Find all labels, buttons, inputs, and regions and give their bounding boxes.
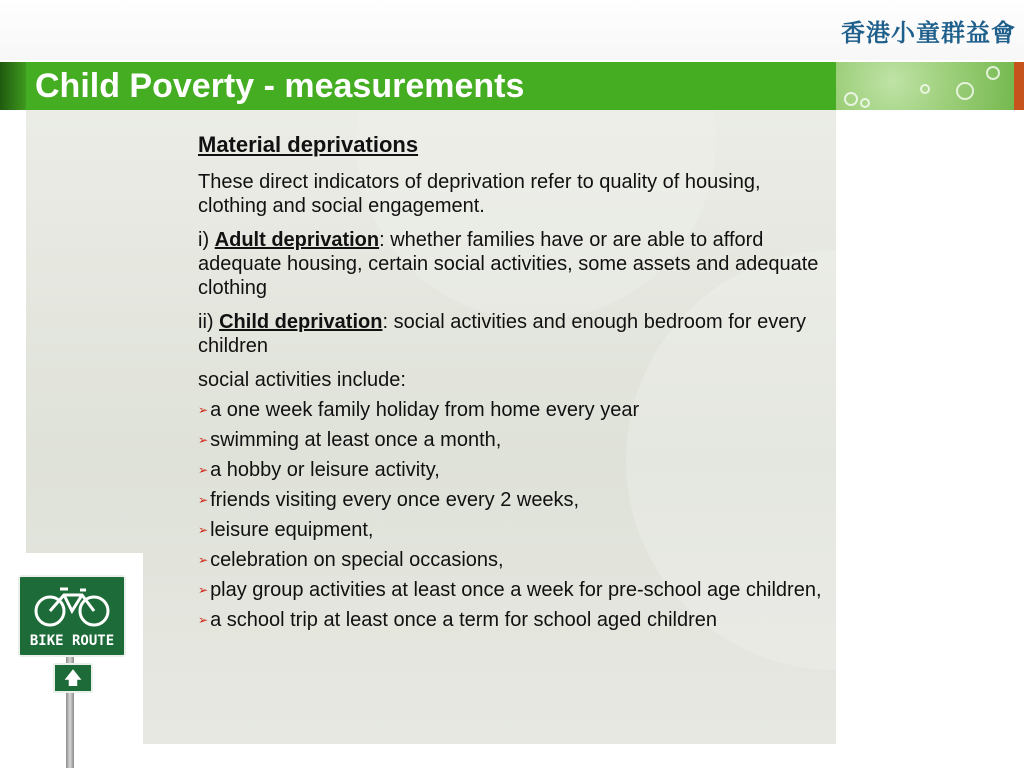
bike-route-sign bbox=[18, 575, 126, 657]
slide-body bbox=[198, 128, 834, 638]
adult-deprivation-text: : whether families have or are able to afford adequate housing, certain social activities, some assets and adequate clothing bbox=[198, 229, 819, 299]
bullet-arrow-icon: ➢ bbox=[198, 613, 209, 627]
list-item: ➢ a hobby or leisure activity, bbox=[198, 459, 440, 481]
child-deprivation-paragraph bbox=[198, 310, 834, 358]
activities-list bbox=[198, 398, 834, 632]
adult-deprivation-paragraph bbox=[198, 228, 834, 300]
adult-prefix: i) bbox=[198, 229, 215, 251]
bullet-arrow-icon: ➢ bbox=[198, 463, 209, 477]
list-item: ➢ a one week family holiday from home every year bbox=[198, 399, 640, 421]
bullet-arrow-icon: ➢ bbox=[198, 433, 209, 447]
list-item: ➢ leisure equipment, bbox=[198, 519, 374, 541]
adult-deprivation-term: Adult deprivation bbox=[214, 229, 380, 251]
organization-logo bbox=[841, 8, 1016, 52]
list-item: ➢ play group activities at least once a week for pre-school age children, bbox=[198, 579, 822, 601]
header-decoration bbox=[836, 62, 1024, 110]
bullet-arrow-icon: ➢ bbox=[198, 523, 209, 537]
child-deprivation-term: Child deprivation bbox=[219, 311, 383, 333]
arrow-sign bbox=[53, 663, 93, 693]
title-bar bbox=[26, 62, 836, 110]
intro-paragraph: These direct indicators of deprivation refer to quality of housing, clothing and social engagement. bbox=[198, 171, 761, 217]
activities-intro: social activities include: bbox=[198, 369, 406, 391]
logo-text: 香港小童群益會 bbox=[841, 18, 1016, 47]
header-edge-accent bbox=[1014, 62, 1024, 110]
slide-title: Child Poverty - measurements bbox=[35, 66, 525, 105]
list-item: ➢ friends visiting every once every 2 weeks, bbox=[198, 489, 580, 511]
arrow-up-icon: 🡅 bbox=[63, 668, 83, 688]
list-item: ➢ celebration on special occasions, bbox=[198, 549, 504, 571]
title-bar-accent bbox=[0, 62, 26, 110]
section-heading: Material deprivations bbox=[198, 132, 419, 157]
bullet-arrow-icon: ➢ bbox=[198, 493, 209, 507]
bullet-arrow-icon: ➢ bbox=[198, 553, 209, 567]
child-prefix: ii) bbox=[198, 311, 220, 333]
list-item: ➢ swimming at least once a month, bbox=[198, 429, 502, 451]
list-item: ➢ a school trip at least once a term for school aged children bbox=[198, 609, 718, 631]
sign-label: BIKE ROUTE bbox=[29, 633, 115, 649]
bullet-arrow-icon: ➢ bbox=[198, 403, 209, 417]
bicycle-icon bbox=[20, 581, 124, 631]
bullet-arrow-icon: ➢ bbox=[198, 583, 209, 597]
child-deprivation-text: : social activities and enough bedroom for every children bbox=[198, 311, 807, 357]
